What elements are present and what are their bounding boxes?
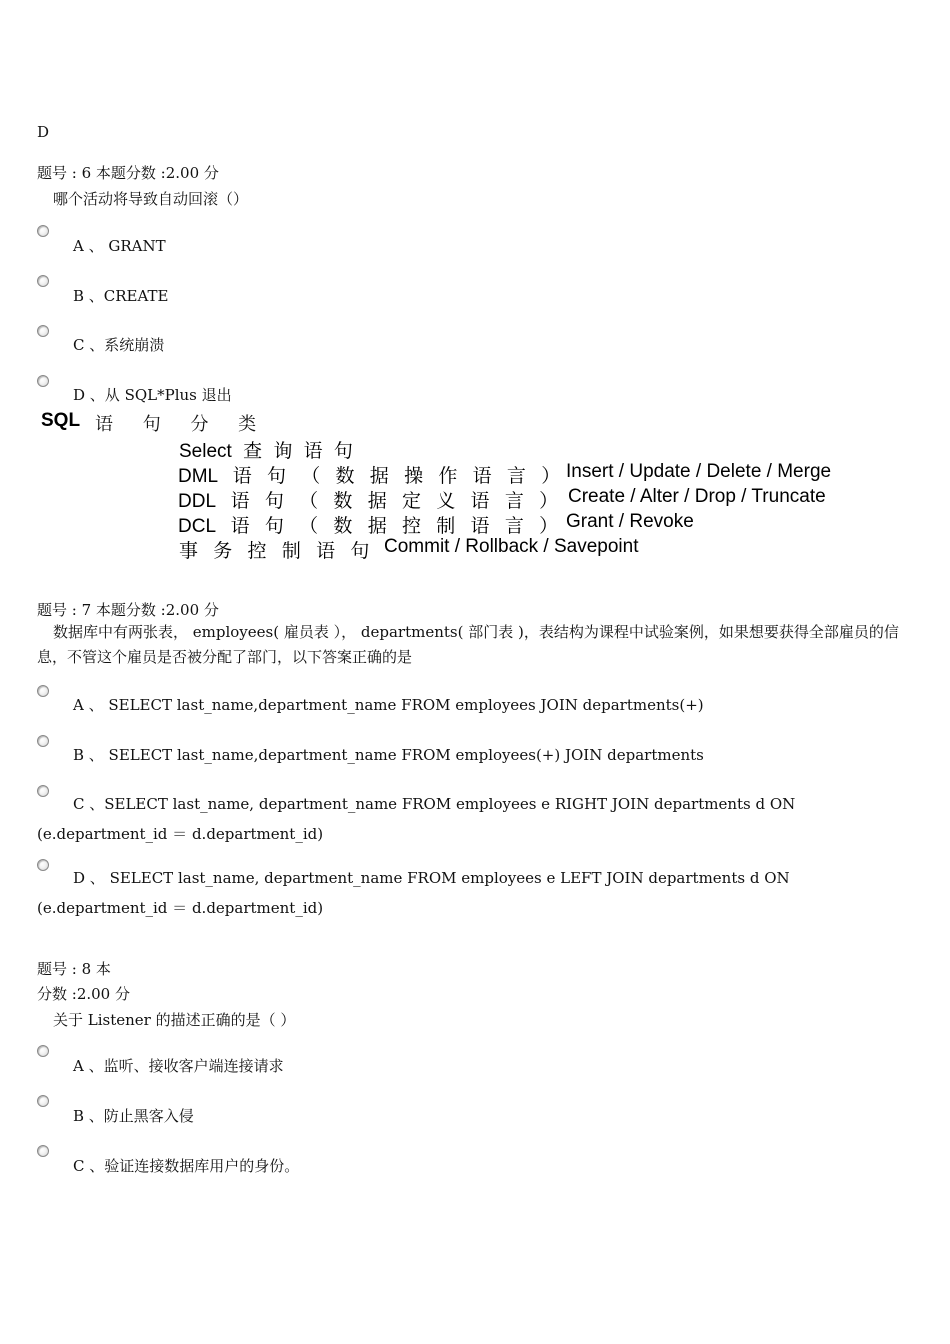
sql-row-dcl-label: DCL 语 句 （ 数 据 控 制 语 言 ） — [178, 516, 559, 537]
sql-row-dml-desc: Insert / Update / Delete / Merge — [566, 461, 832, 482]
q7-option-a-label: A 、 SELECT last_name,department_name FROM employees JOIN departments(+) — [73, 696, 704, 714]
sql-row-tcl-desc: Commit / Rollback / Savepoint — [384, 536, 639, 557]
q8-option-b-radio[interactable] — [37, 1095, 49, 1107]
q6-option-c-label: C 、系统崩溃 — [73, 336, 165, 354]
sql-row-dml-label: DML 语 句 （ 数 据 操 作 语 言 ） — [178, 466, 561, 487]
question-8-text: 关于 Listener 的描述正确的是（ ） — [53, 1011, 296, 1029]
sql-block-title-sql: SQL — [41, 410, 81, 431]
previous-answer: D — [37, 123, 50, 141]
question-6-text: 哪个活动将导致自动回滚（） — [53, 190, 249, 208]
question-6-header: 题号 : 6 本题分数 :2.00 分 — [37, 164, 219, 182]
q6-option-a-label: A 、 GRANT — [73, 237, 166, 255]
q8-option-c-radio[interactable] — [37, 1145, 49, 1157]
question-8-header-line1: 题号 : 8 本 — [37, 960, 111, 978]
q8-option-b-label: B 、防止黑客入侵 — [73, 1107, 194, 1125]
q6-option-d-label: D 、从 SQL*Plus 退出 — [73, 386, 232, 404]
question-8-header-line2: 分数 :2.00 分 — [37, 985, 130, 1003]
sql-row-select: Select 查 询 语 句 — [179, 441, 353, 462]
sql-row-ddl-label: DDL 语 句 （ 数 据 定 义 语 言 ） — [178, 491, 559, 512]
question-7-header: 题号 : 7 本题分数 :2.00 分 — [37, 601, 219, 619]
sql-block-title-cn: 语 句 分 类 — [95, 414, 269, 435]
q6-option-c-radio[interactable] — [37, 325, 49, 337]
q7-option-a-radio[interactable] — [37, 685, 49, 697]
q8-option-a-label: A 、监听、接收客户端连接请求 — [73, 1057, 284, 1075]
q8-option-c-label: C 、验证连接数据库用户的身份。 — [73, 1157, 300, 1175]
q7-option-b-label: B 、 SELECT last_name,department_name FROM employees(+) JOIN departments — [73, 746, 704, 764]
q7-option-d-label: D 、 SELECT last_name, department_name FROM employees e LEFT JOIN departments d ON (e.department_id ＝ d.department_id) — [37, 869, 790, 917]
q7-option-b-radio[interactable] — [37, 735, 49, 747]
q6-option-d-radio[interactable] — [37, 375, 49, 387]
sql-row-tcl-label: 事 务 控 制 语 句 — [179, 541, 370, 562]
q6-option-b-label: B 、CREATE — [73, 287, 169, 305]
sql-row-dcl-desc: Grant / Revoke — [566, 511, 694, 532]
q6-option-b-radio[interactable] — [37, 275, 49, 287]
q7-option-c-label: C 、SELECT last_name, department_name FROM employees e RIGHT JOIN departments d ON (e.department_id ＝ d.department_id) — [37, 795, 796, 843]
sql-row-ddl-desc: Create / Alter / Drop / Truncate — [568, 486, 826, 507]
question-7-text: 数据库中有两张表， employees( 雇员表 ）， departments( 部门表 )，表结构为课程中试验案例，如果想要获得全部雇员的信息，不管这个雇员是否被分配了部门，以下答案正确的是 — [37, 623, 899, 666]
q8-option-a-radio[interactable] — [37, 1045, 49, 1057]
q6-option-a-radio[interactable] — [37, 225, 49, 237]
